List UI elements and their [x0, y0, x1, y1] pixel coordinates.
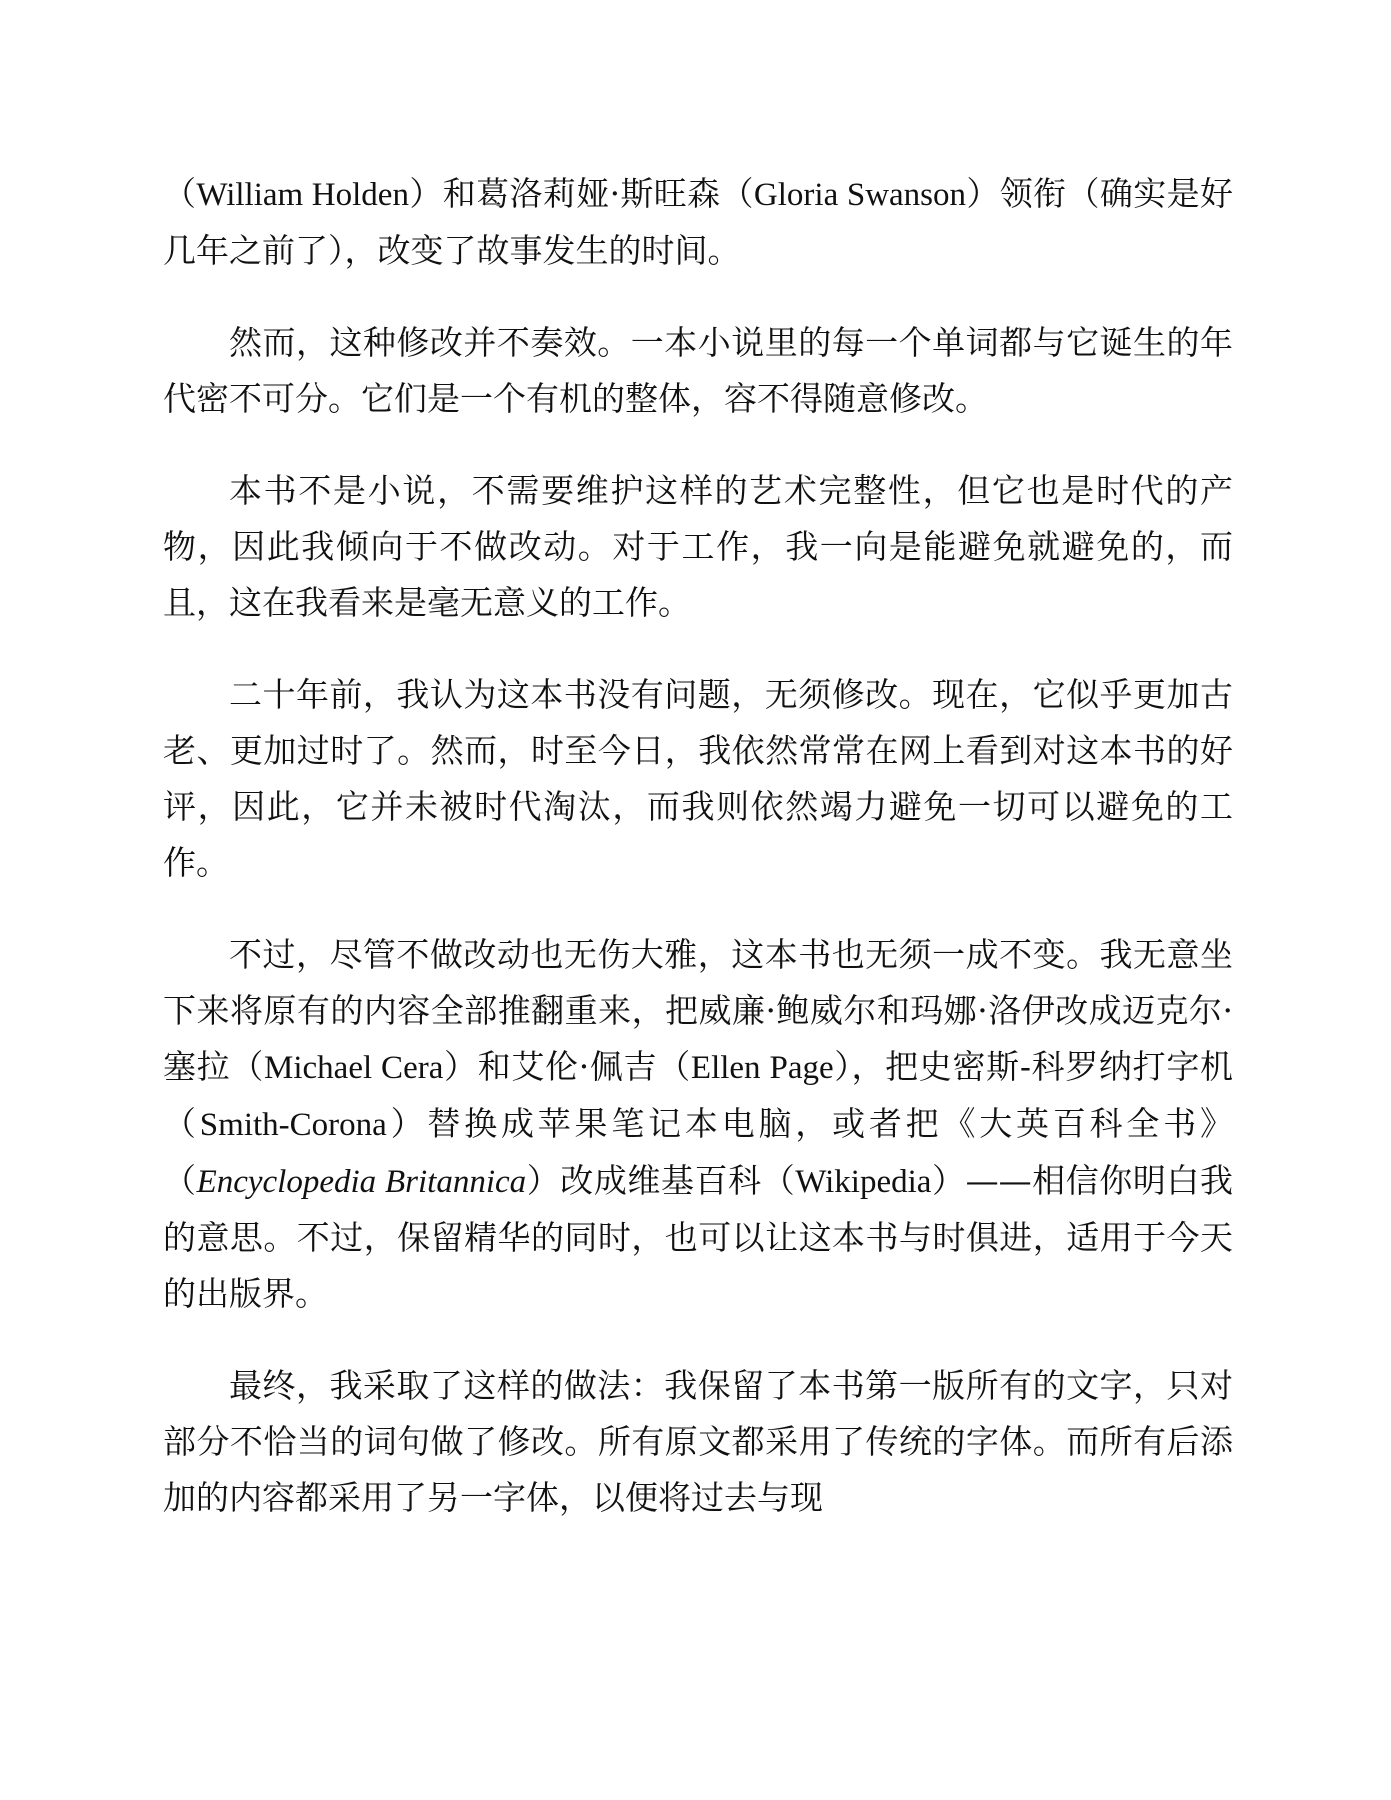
paragraph-4 — [163, 667, 1233, 891]
text-segment: ）替换成苹果笔记本电脑，或者把《大英百科全书》（ — [163, 1104, 1234, 1200]
text-segment: （ — [163, 174, 197, 213]
text-segment: ）和葛洛莉娅·斯旺森（ — [408, 174, 754, 213]
text-segment-italic: Encyclopedia Britannica — [196, 1164, 527, 1200]
text-segment-latin: Wikipedia — [795, 1164, 932, 1200]
text-segment: 二十年前，我认为这本书没有问题，无须修改。现在，它似乎更加古老、更加过时了。然而，时至今日，我依然常常在网上看到对这本书的好评，因此，它并未被时代淘汰，而我则依然竭力避免一切可以避免的工作。 — [163, 675, 1233, 882]
text-segment-latin: Michael Cera — [264, 1050, 444, 1086]
text-segment: ），把史密斯-科罗纳打字机（ — [163, 1047, 1234, 1143]
text-segment: ）改成维基百科（ — [526, 1161, 796, 1200]
paragraph-5 — [163, 927, 1233, 1322]
paragraph-6 — [163, 1358, 1233, 1526]
text-segment: ）和艾伦·佩吉（ — [443, 1047, 691, 1086]
text-segment: ）领衔（确实是好几年之前了），改变了故事发生的时间。 — [163, 174, 1234, 270]
text-segment: ）——相信你明白我的意思。不过，保留精华的同时，也可以让这本书与时俱进，适用于今天的出版界。 — [163, 1161, 1234, 1313]
text-segment-latin: Gloria Swanson — [753, 177, 967, 213]
text-segment: 然而，这种修改并不奏效。一本小说里的每一个单词都与它诞生的年代密不可分。它们是一个有机的整体，容不得随意修改。 — [163, 323, 1233, 418]
body-text — [163, 166, 1233, 1562]
text-segment: 不过，尽管不做改动也无伤大雅，这本书也无须一成不变。我无意坐下来将原有的内容全部推翻重来，把威廉·鲍威尔和玛娜·洛伊改成迈克尔·塞拉（ — [163, 935, 1233, 1086]
text-segment-latin: Smith-Corona — [199, 1107, 387, 1143]
paragraph-2 — [163, 315, 1233, 427]
text-segment-latin: William Holden — [196, 177, 409, 213]
text-segment: 最终，我采取了这样的做法：我保留了本书第一版所有的文字，只对部分不恰当的词句做了修改。所有原文都采用了传统的字体。而所有后添加的内容都采用了另一字体，以便将过去与现 — [163, 1366, 1233, 1517]
text-segment: 本书不是小说，不需要维护这样的艺术完整性，但它也是时代的产物，因此我倾向于不做改动。对于工作，我一向是能避免就避免的，而且，这在我看来是毫无意义的工作。 — [163, 471, 1233, 622]
paragraph-3 — [163, 463, 1233, 631]
paragraph-1 — [163, 166, 1233, 279]
text-segment-latin: Ellen Page — [690, 1050, 834, 1086]
